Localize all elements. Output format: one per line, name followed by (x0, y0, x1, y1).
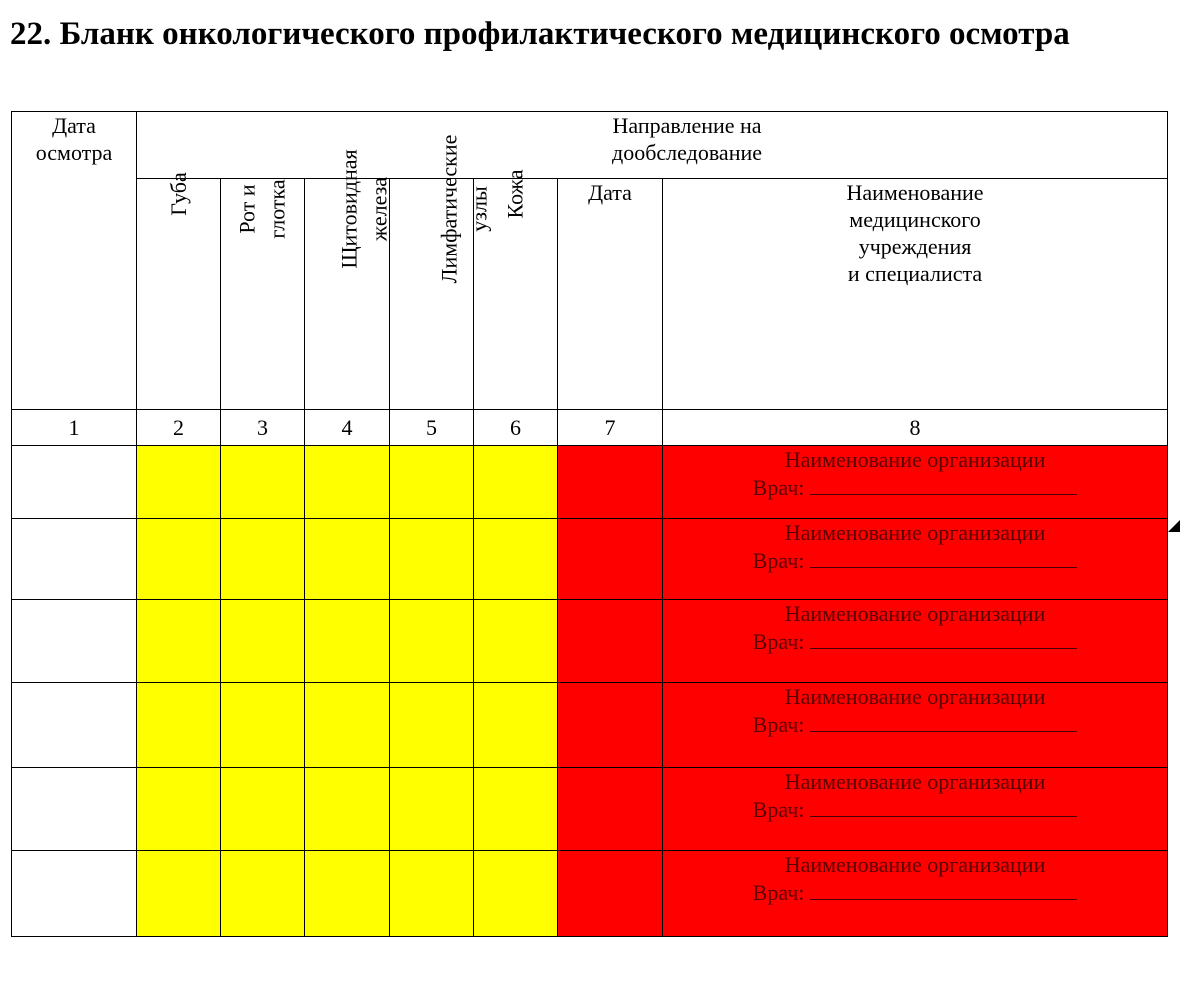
column-number: 3 (221, 410, 305, 446)
exam-date-cell[interactable] (12, 851, 137, 937)
lymph-nodes-cell[interactable] (390, 851, 474, 937)
thyroid-cell[interactable] (305, 519, 390, 600)
institution-header-line-2: медицинского (849, 207, 981, 232)
thyroid-cell[interactable] (305, 768, 390, 851)
column-number-row (12, 410, 1168, 446)
lip-cell[interactable] (137, 600, 221, 683)
lip-cell[interactable] (137, 683, 221, 768)
skin-header-text: Кожа (502, 169, 528, 219)
column-number: 6 (474, 410, 558, 446)
lymph-nodes-header-line-2: узлы (466, 186, 492, 232)
column-number: 8 (663, 410, 1168, 446)
referral-date-cell[interactable] (558, 683, 663, 768)
table-row (12, 683, 1168, 768)
referral-date-cell[interactable] (558, 446, 663, 519)
institution-cell[interactable] (663, 768, 1168, 851)
exam-date-cell[interactable] (12, 446, 137, 519)
skin-cell[interactable] (474, 768, 558, 851)
referral-date-cell[interactable] (558, 768, 663, 851)
skin-cell[interactable] (474, 683, 558, 768)
org-name-label: Наименование организации (784, 447, 1046, 472)
doctor-label: Врач: (752, 797, 805, 822)
header-row-1 (12, 112, 1168, 179)
exam-date-cell[interactable] (12, 683, 137, 768)
org-name-label: Наименование организации (784, 852, 1046, 877)
thyroid-cell[interactable] (305, 851, 390, 937)
org-name-label: Наименование организации (784, 769, 1046, 794)
table-row (12, 446, 1168, 519)
institution-cell[interactable] (663, 519, 1168, 600)
lymph-nodes-cell[interactable] (390, 519, 474, 600)
skin-cell[interactable] (474, 446, 558, 519)
lip-header-text: Губа (165, 172, 191, 216)
doctor-label: Врач: (752, 475, 805, 500)
table-row (12, 600, 1168, 683)
column-number: 7 (558, 410, 663, 446)
doctor-signature-line[interactable] (810, 879, 1077, 900)
thyroid-cell[interactable] (305, 683, 390, 768)
lip-header (137, 172, 221, 410)
thyroid-header-line-1: Щитовидная (336, 149, 362, 269)
doctor-signature-line[interactable] (810, 796, 1077, 817)
table-row (12, 519, 1168, 600)
mouth-throat-header-line-1: Рот и (234, 184, 260, 234)
referral-header-line-1: Направление на (612, 113, 762, 138)
skin-cell[interactable] (474, 519, 558, 600)
mouth-throat-header-line-2: глотка (264, 179, 290, 239)
doctor-signature-line[interactable] (810, 474, 1077, 495)
column-number: 5 (390, 410, 474, 446)
institution-cell[interactable] (663, 851, 1168, 937)
institution-cell[interactable] (663, 600, 1168, 683)
thyroid-cell[interactable] (305, 446, 390, 519)
lymph-nodes-cell[interactable] (390, 600, 474, 683)
mouth-throat-cell[interactable] (221, 683, 305, 768)
org-name-label: Наименование организации (784, 520, 1046, 545)
doctor-signature-line[interactable] (810, 547, 1077, 568)
institution-header-line-4: и специалиста (847, 261, 983, 286)
mouth-throat-cell[interactable] (221, 768, 305, 851)
doctor-label: Врач: (752, 548, 805, 573)
exam-date-cell[interactable] (12, 600, 137, 683)
institution-header-line-1: Наименование (846, 180, 984, 205)
exam-date-header-line-2: осмотра (35, 140, 113, 165)
skin-cell[interactable] (474, 600, 558, 683)
mouth-throat-cell[interactable] (221, 600, 305, 683)
institution-header (663, 179, 1168, 410)
mouth-throat-cell[interactable] (221, 446, 305, 519)
exam-form-table (11, 111, 1168, 937)
referral-header-line-2: дообследование (612, 140, 763, 165)
lip-cell[interactable] (137, 446, 221, 519)
lymph-nodes-header (390, 134, 492, 410)
doctor-label: Врач: (752, 880, 805, 905)
doctor-signature-line[interactable] (810, 628, 1077, 649)
table-row (12, 768, 1168, 851)
doctor-signature-line[interactable] (810, 711, 1077, 732)
referral-date-cell[interactable] (558, 851, 663, 937)
referral-date-cell[interactable] (558, 519, 663, 600)
page-title: 22. Бланк онкологического профилактического медицинского осмотра (10, 16, 1070, 52)
column-number: 2 (137, 410, 221, 446)
lip-cell[interactable] (137, 851, 221, 937)
exam-date-header (12, 112, 137, 410)
exam-date-cell[interactable] (12, 519, 137, 600)
thyroid-header-line-2: железа (366, 176, 392, 242)
mouth-throat-cell[interactable] (221, 851, 305, 937)
referral-date-cell[interactable] (558, 600, 663, 683)
org-name-label: Наименование организации (784, 684, 1046, 709)
skin-cell[interactable] (474, 851, 558, 937)
doctor-label: Врач: (752, 712, 805, 737)
header-row-2 (12, 179, 1168, 410)
mouth-throat-cell[interactable] (221, 519, 305, 600)
thyroid-header (305, 149, 392, 410)
lymph-nodes-cell[interactable] (390, 683, 474, 768)
referral-header (137, 112, 1168, 179)
institution-cell[interactable] (663, 683, 1168, 768)
table-resize-handle[interactable] (1168, 520, 1180, 532)
lip-cell[interactable] (137, 519, 221, 600)
exam-date-header-line-1: Дата (52, 113, 96, 138)
lymph-nodes-cell[interactable] (390, 768, 474, 851)
exam-date-cell[interactable] (12, 768, 137, 851)
mouth-throat-header (221, 179, 305, 410)
referral-date-header: Дата (558, 179, 663, 410)
doctor-label: Врач: (752, 629, 805, 654)
institution-header-line-3: учреждения (858, 234, 972, 259)
lymph-nodes-cell[interactable] (390, 446, 474, 519)
column-number: 4 (305, 410, 390, 446)
lip-cell[interactable] (137, 768, 221, 851)
column-number: 1 (12, 410, 137, 446)
table-row (12, 851, 1168, 937)
institution-cell[interactable] (663, 446, 1168, 519)
thyroid-cell[interactable] (305, 600, 390, 683)
org-name-label: Наименование организации (784, 601, 1046, 626)
lymph-nodes-header-line-1: Лимфатические (436, 134, 462, 284)
